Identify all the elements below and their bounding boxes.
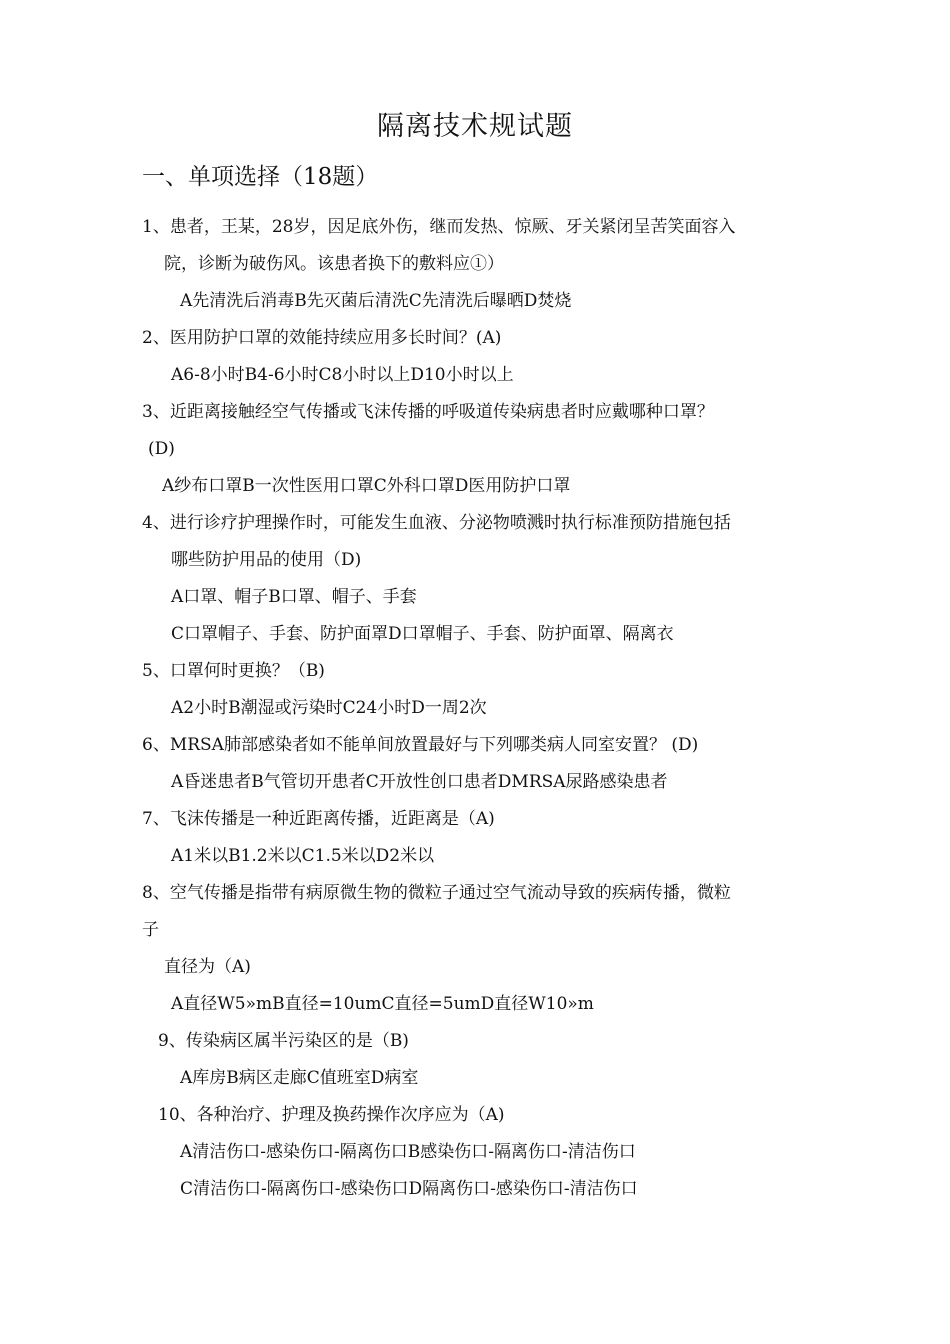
question-10-options-line-1: A清洁伤口-感染伤口-隔离伤口B感染伤口-隔离伤口-清洁伤口 (180, 1142, 636, 1162)
question-3-options: A纱布口罩B一次性医用口罩C外科口罩D医用防护口罩 (162, 476, 571, 496)
question-10-options-line-2: C清洁伤口-隔离伤口-感染伤口D隔离伤口-感染伤口-清洁伤口 (180, 1179, 638, 1199)
question-3-text-line-1: 3、近距离接触经空气传播或飞沫传播的呼吸道传染病患者时应戴哪种口罩？ (142, 402, 714, 422)
question-5-text: 5、口罩何时更换？（B) (142, 661, 325, 681)
question-6-text: 6、MRSA肺部感染者如不能单间放置最好与下列哪类病人同室安置？ (D) (142, 735, 699, 755)
section-heading: 一、单项选择（18题） (142, 164, 379, 190)
question-4-text-line-2: 哪些防护用品的使用（D) (171, 550, 362, 570)
question-1-options: A先清洗后消毒B先灭菌后清洗C先清洗后曝晒D焚烧 (180, 291, 572, 311)
question-8-text-line-1: 8、空气传播是指带有病原微生物的微粒子通过空气流动导致的疾病传播，微粒 (142, 883, 731, 903)
question-8-text-line-3: 直径为（A) (164, 957, 251, 977)
question-10-text: 10、各种治疗、护理及换药操作次序应为（A) (158, 1105, 505, 1125)
question-1-text-line-2: 院，诊断为破伤风。该患者换下的敷料应①） (164, 254, 504, 274)
document-title: 隔离技术规试题 (377, 111, 573, 142)
question-7-options: A1米以B1.2米以C1.5米以D2米以 (171, 846, 435, 866)
question-2-text: 2、医用防护口罩的效能持续应用多长时间？(A) (142, 328, 502, 348)
question-9-text: 9、传染病区属半污染区的是（B) (158, 1031, 409, 1051)
question-4-options-line-1: A口罩、帽子B口罩、帽子、手套 (171, 587, 417, 607)
question-6-options: A昏迷患者B气管切开患者C开放性创口患者DMRSA尿路感染患者 (171, 772, 668, 792)
question-2-options: A6-8小时B4-6小时C8小时以上D10小时以上 (171, 365, 514, 385)
question-4-text-line-1: 4、进行诊疗护理操作时，可能发生血液、分泌物喷溅时执行标准预防措施包括 (142, 513, 731, 533)
question-9-options: A库房B病区走廊C值班室D病室 (180, 1068, 419, 1088)
question-3-text-line-2: (D) (148, 439, 175, 459)
question-8-options: A直径W5»mB直径=10umC直径=5umD直径W10»m (171, 994, 594, 1014)
question-5-options: A2小时B潮湿或污染时C24小时D一周2次 (171, 698, 487, 718)
question-4-options-line-2: C口罩帽子、手套、防护面罩D口罩帽子、手套、防护面罩、隔离衣 (171, 624, 674, 644)
question-7-text: 7、飞沫传播是一种近距离传播，近距离是（A) (142, 809, 495, 829)
question-8-text-line-2: 子 (142, 920, 159, 940)
question-1-text-line-1: 1、患者，王某，28岁，因足底外伤，继而发热、惊厥、牙关紧闭呈苦笑面容入 (142, 217, 736, 237)
